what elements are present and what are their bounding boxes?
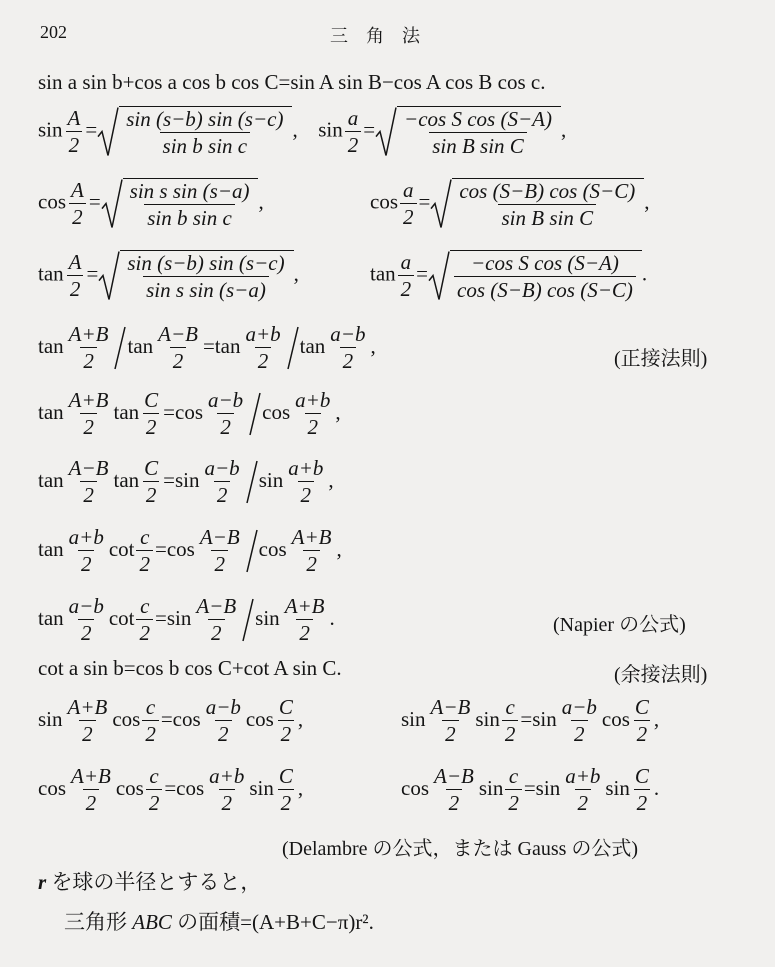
equation-half-side-tangent: tan $\frac{a}{2}$ = $\frac{\text{−cos S cos (S−A)}}{\cos (S-B) \cos (S-C)}$ . <box>370 249 648 302</box>
equation-delambre-1: sin $\frac{A+B}{2}$ cos $\frac{c}{2}$ =cos $\frac{a-b}{2}$ cos $\frac{C}{2}$ , <box>38 695 304 746</box>
equation-tangent-law: tan $\frac{A+B}{2}$ tan $\frac{A-B}{2}$ =tan $\frac{a+b}{2}$ tan $\frac{a-b}{2}$ , <box>38 322 376 373</box>
equation-napier-3: tan $\frac{a+b}{2}$ cot $\frac{c}{2}$ =cos $\frac{A-B}{2}$ cos $\frac{A+B}{2}$ , <box>38 525 342 576</box>
label-delambre-gauss: (Delambre の公式，または Gauss の公式) <box>282 838 639 860</box>
equation-delambre-3: cos $\frac{A+B}{2}$ cos $\frac{c}{2}$ =cos $\frac{a+b}{2}$ sin $\frac{C}{2}$ , <box>38 764 304 815</box>
closing-line-2: 三角形 ABC の面積=(A+B+C−π)r². <box>64 910 374 934</box>
label-tangent-law: (正接法則) <box>614 348 708 370</box>
variable-r: r <box>38 870 47 894</box>
equation-half-angle-tangent: tan $\frac{A}{2}$ = $\frac{\sin (s-b) \sin (s-c)}{\text{sin s sin (s−a)}}$ , <box>38 249 299 302</box>
equation-half-side-cosine: cos $\frac{a}{2}$ = $\frac{\cos (S-B) \cos (S-C)}{\text{sin B sin C}}$ , <box>370 177 650 230</box>
equation-napier-4: tan $\frac{a-b}{2}$ cot $\frac{c}{2}$ =sin $\frac{A-B}{2}$ sin $\frac{A+B}{2}$ . <box>38 594 335 645</box>
closing-line-1: r を球の半径とすると， <box>38 870 262 894</box>
equation-half-angle-cosine: cos $\frac{A}{2}$ = $\frac{\text{sin s sin (s−a)}}{\text{sin b sin c}}$ , <box>38 177 264 230</box>
equation-spherical-cosine-dual: sin a sin b+cos a cos b cos C=sin A sin B−cos A cos B cos c. <box>38 70 546 94</box>
equation-napier-1: tan $\frac{A+B}{2}$ tan $\frac{C}{2}$ =cos $\frac{a-b}{2}$ cos $\frac{a+b}{2}$ , <box>38 388 341 439</box>
label-cotangent-law: (余接法則) <box>614 664 708 686</box>
equation-delambre-2: sin $\frac{A-B}{2}$ sin $\frac{c}{2}$ =sin $\frac{a-b}{2}$ cos $\frac{C}{2}$ , <box>401 695 660 746</box>
equation-napier-2: tan $\frac{A-B}{2}$ tan $\frac{C}{2}$ =sin $\frac{a-b}{2}$ sin $\frac{a+b}{2}$ , <box>38 456 334 507</box>
chapter-title: 三 角 法 <box>330 26 420 46</box>
equation-delambre-4: cos $\frac{A-B}{2}$ sin $\frac{c}{2}$ =sin $\frac{a+b}{2}$ sin $\frac{C}{2}$ . <box>401 764 660 815</box>
equation-half-angle-sine: sin $\frac{A}{2}$ = $\frac{\sin (s-b) \sin (s-c)}{\text{sin b sin c}}$ , sin $\frac{a}{2}$ = $\frac{\text{−cos S cos (S−A)}}{\text{sin B sin C}}$ , <box>38 105 567 158</box>
label-napier: (Napier の公式) <box>553 614 686 636</box>
page-number: 202 <box>40 22 67 42</box>
equation-cotangent-law: cot a sin b=cos b cos C+cot A sin C. <box>38 656 342 680</box>
